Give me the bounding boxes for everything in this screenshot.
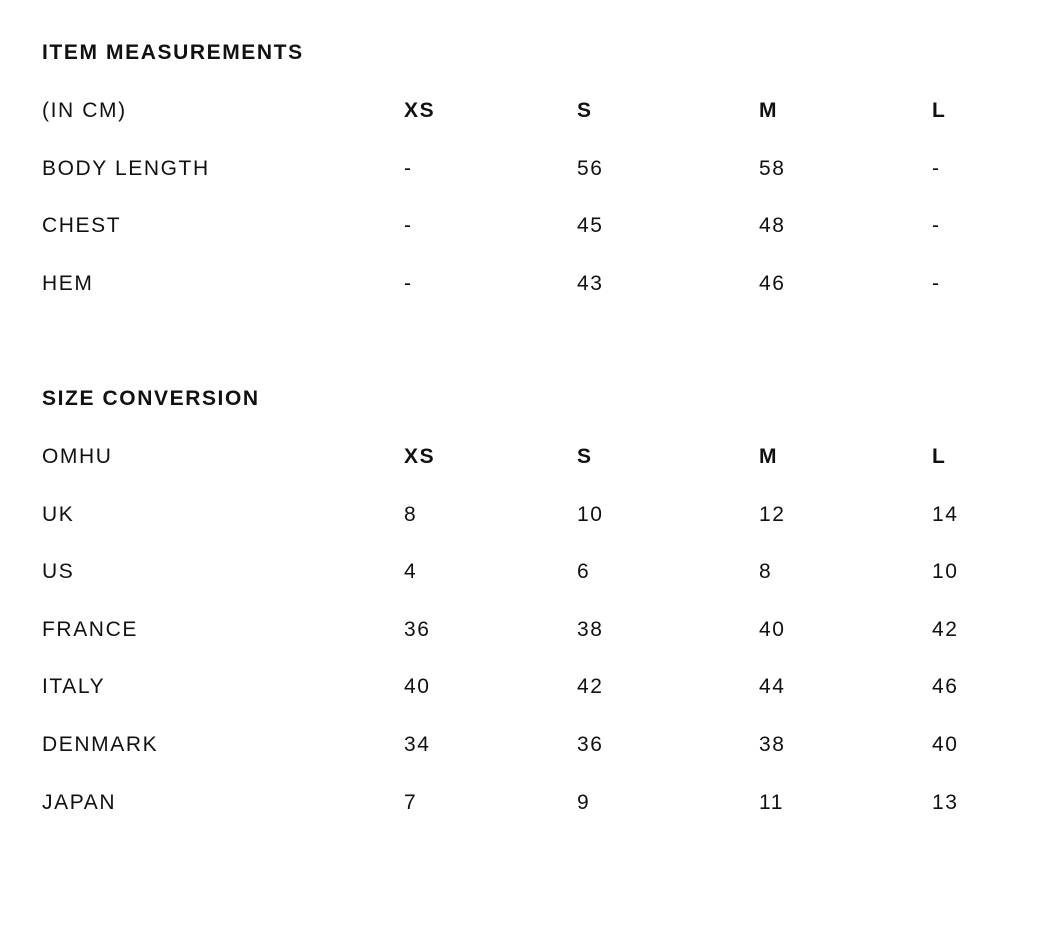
cell-m: 40 bbox=[759, 617, 786, 641]
cell-m: 48 bbox=[759, 214, 786, 238]
table-row bbox=[42, 500, 1022, 558]
size-conversion-table bbox=[42, 442, 1022, 845]
table-row bbox=[42, 154, 1022, 212]
row-label: JAPAN bbox=[42, 790, 117, 814]
cell-l: - bbox=[932, 214, 941, 238]
cell-s: 56 bbox=[577, 156, 604, 180]
cell-m: 8 bbox=[759, 560, 773, 584]
item-measurements-table bbox=[42, 96, 1022, 326]
cell-xs: 4 bbox=[404, 560, 418, 584]
cell-m: 58 bbox=[759, 156, 786, 180]
cell-s: 45 bbox=[577, 214, 604, 238]
size-header-m: M bbox=[759, 99, 779, 122]
row-label: HEM bbox=[42, 271, 94, 295]
cell-m: 38 bbox=[759, 732, 786, 756]
brand-label: OMHU bbox=[42, 445, 113, 468]
table-header-row bbox=[42, 442, 1022, 500]
table-row bbox=[42, 557, 1022, 615]
cell-xs: - bbox=[404, 156, 413, 180]
table-row bbox=[42, 269, 1022, 327]
cell-xs: 40 bbox=[404, 675, 431, 699]
unit-label: (IN CM) bbox=[42, 99, 127, 122]
item-measurements-title: ITEM MEASUREMENTS bbox=[42, 41, 304, 64]
cell-xs: 36 bbox=[404, 617, 431, 641]
cell-s: 43 bbox=[577, 271, 604, 295]
cell-l: - bbox=[932, 156, 941, 180]
cell-l: 46 bbox=[932, 675, 959, 699]
row-label: UK bbox=[42, 502, 75, 526]
table-row bbox=[42, 211, 1022, 269]
size-conversion-title: SIZE CONVERSION bbox=[42, 387, 260, 410]
cell-xs: - bbox=[404, 214, 413, 238]
size-header-l: L bbox=[932, 445, 947, 468]
cell-l: 14 bbox=[932, 502, 959, 526]
cell-xs: 7 bbox=[404, 790, 418, 814]
cell-m: 11 bbox=[759, 790, 784, 814]
cell-xs: 34 bbox=[404, 732, 431, 756]
cell-m: 12 bbox=[759, 502, 786, 526]
cell-xs: 8 bbox=[404, 502, 418, 526]
cell-m: 46 bbox=[759, 271, 786, 295]
size-header-s: S bbox=[577, 99, 593, 122]
cell-s: 36 bbox=[577, 732, 604, 756]
size-header-xs: XS bbox=[404, 445, 436, 468]
row-label: US bbox=[42, 560, 75, 584]
cell-s: 6 bbox=[577, 560, 591, 584]
row-label: BODY LENGTH bbox=[42, 156, 210, 180]
cell-s: 9 bbox=[577, 790, 591, 814]
cell-l: 40 bbox=[932, 732, 959, 756]
item-measurements-section bbox=[42, 38, 1022, 326]
table-header-row bbox=[42, 96, 1022, 154]
size-header-s: S bbox=[577, 445, 593, 468]
cell-s: 42 bbox=[577, 675, 604, 699]
cell-l: 10 bbox=[932, 560, 959, 584]
row-label: FRANCE bbox=[42, 617, 138, 641]
cell-m: 44 bbox=[759, 675, 786, 699]
row-label: CHEST bbox=[42, 214, 122, 238]
table-row bbox=[42, 788, 1022, 846]
cell-s: 10 bbox=[577, 502, 604, 526]
cell-l: 42 bbox=[932, 617, 959, 641]
table-row bbox=[42, 672, 1022, 730]
cell-l: - bbox=[932, 271, 941, 295]
cell-s: 38 bbox=[577, 617, 604, 641]
size-conversion-section bbox=[42, 384, 1022, 845]
size-header-m: M bbox=[759, 445, 779, 468]
table-row bbox=[42, 615, 1022, 673]
cell-l: 13 bbox=[932, 790, 959, 814]
size-header-xs: XS bbox=[404, 99, 436, 122]
size-header-l: L bbox=[932, 99, 947, 122]
cell-xs: - bbox=[404, 271, 413, 295]
row-label: DENMARK bbox=[42, 732, 159, 756]
row-label: ITALY bbox=[42, 675, 106, 699]
table-row bbox=[42, 730, 1022, 788]
